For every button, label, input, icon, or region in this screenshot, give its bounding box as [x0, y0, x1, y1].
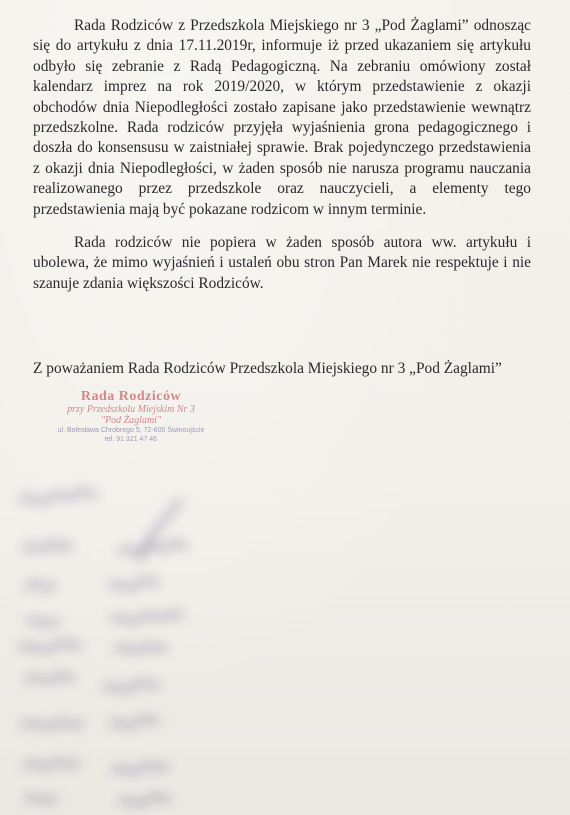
letter-body — [33, 16, 531, 294]
stamp-address: ul. Bolesława Chrobrego 5, 72-600 Świnoujście — [57, 427, 205, 434]
stamp-line-2: "Pod Żaglami" — [100, 415, 162, 426]
stamp-phone: tel. 91 321 47 46 — [104, 436, 158, 443]
paragraph-2: Rada rodziców nie popiera w żaden sposób autora ww. artykułu i ubolewa, że mimo wyjaśnień i ustaleń obu stron Pan Marek nie respektuje i nie szanuje zdania większości Rodziców. — [33, 234, 531, 292]
stamp-name: Rada Rodziców — [80, 389, 182, 404]
stamp-line-1: przy Przedszkolu Miejskim Nr 3 — [67, 404, 195, 415]
organization-stamp — [46, 389, 216, 444]
paragraph-1: Rada Rodziców z Przedszkola Miejskiego nr 3 „Pod Żaglami” odnosząc się do artykułu z dnia 17.11.2019r, informuje iż przed ukazaniem się artykułu odbyło się zebranie z Radą Pedagogiczną. Na zebraniu omówiony został kalendarz imprez na rok 2019/2020, w którym przedstawienie z okazji obchodów dnia Niepodległości zostało zapisane jako przedstawienie wewnątrz przedszkolne. Rada rodziców przyjęła wyjaśnienia grona pedagogicznego i doszła do konsensusu w zaistniałej sprawie. Brak pojedynczego przedstawienia z okazji dnia Niepodległości, w żaden sposób nie narusza programu nauczania realizowanego przez przedszkole oraz nauczycieli, a elementy tego przedstawienia mają być pokazane rodzicom w innym terminie. — [33, 17, 531, 218]
closing-line: Z poważaniem Rada Rodziców Przedszkola Miejskiego nr 3 „Pod Żaglami” — [33, 360, 502, 377]
blurred-signatures — [0, 470, 260, 815]
